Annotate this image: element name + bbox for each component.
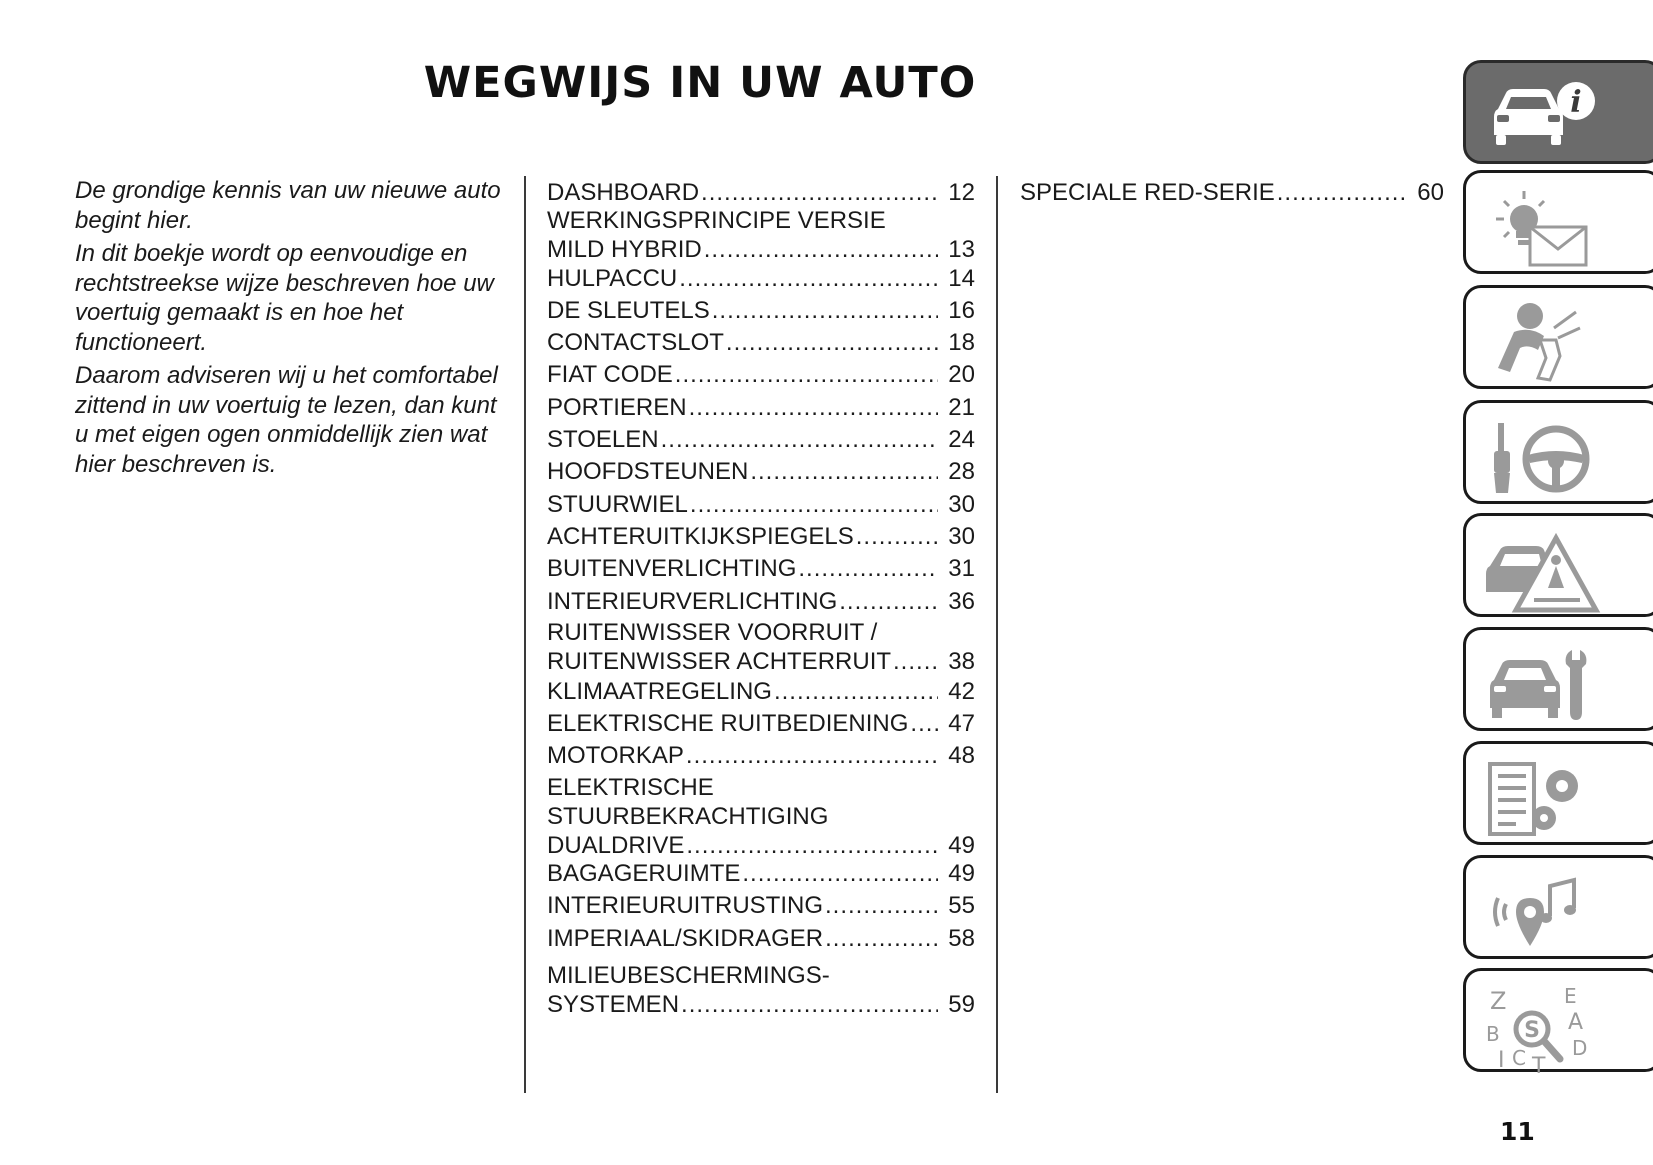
dot-leader — [1277, 178, 1408, 207]
chapter-tab[interactable] — [1463, 170, 1653, 274]
toc-entry[interactable] — [547, 490, 975, 519]
toc-entry[interactable] — [547, 587, 975, 616]
chapter-tab[interactable] — [1463, 741, 1653, 845]
warning-light-icon — [1484, 183, 1604, 275]
car-maintenance-icon — [1484, 640, 1604, 732]
toc-entry-label: MILIEUBESCHERMINGS- — [547, 962, 830, 989]
dot-leader — [661, 425, 939, 454]
toc-entry[interactable] — [547, 677, 975, 706]
dot-leader — [686, 831, 938, 860]
toc-page-number: 55 — [948, 892, 975, 919]
toc-entry[interactable] — [547, 924, 975, 953]
toc-entry[interactable] — [547, 859, 975, 888]
dot-leader — [701, 178, 938, 207]
dot-leader — [742, 859, 938, 888]
toc-page-number: 47 — [948, 710, 975, 737]
toc-page-number: 60 — [1417, 179, 1444, 206]
toc-entry-label: HULPACCU — [547, 265, 678, 292]
toc-page-number: 48 — [948, 742, 975, 769]
toc-page-number: 14 — [948, 265, 975, 292]
svg-text:C: C — [1512, 1046, 1526, 1070]
toc-entry[interactable] — [547, 709, 975, 738]
toc-page-number: 42 — [948, 678, 975, 705]
page-number: 11 — [1500, 1117, 1535, 1146]
toc-entry-label: INTERIEURVERLICHTING — [547, 588, 838, 615]
intro-text — [75, 176, 515, 483]
chapter-tab[interactable] — [1463, 627, 1653, 731]
toc-entry-label: STOELEN — [547, 426, 659, 453]
toc-entry-label: FIAT CODE — [547, 361, 673, 388]
toc-entry-label: WERKINGSPRINCIPE VERSIE — [547, 207, 886, 234]
dot-leader — [704, 235, 939, 264]
svg-text:Z: Z — [1490, 987, 1507, 1015]
toc-entry[interactable] — [547, 296, 975, 325]
toc-entry[interactable] — [547, 425, 975, 454]
toc-entry-label: KLIMAATREGELING — [547, 678, 772, 705]
toc-page-number: 30 — [948, 523, 975, 550]
toc-page-number: 38 — [948, 648, 975, 675]
breakdown-warning-icon — [1484, 526, 1604, 618]
toc-entry[interactable] — [547, 522, 975, 551]
svg-text:A: A — [1568, 1010, 1584, 1035]
svg-text:S: S — [1524, 1018, 1540, 1043]
intro-paragraph: Daarom adviseren wij u het comfortabel zittend in uw voertuig te lezen, dan kunt u met eigen ogen onmiddellijk zien wat hier beschreven is. — [75, 362, 498, 478]
key-steering-wheel-icon — [1484, 413, 1604, 505]
chapter-tab[interactable] — [1463, 968, 1653, 1072]
svg-text:i: i — [1570, 85, 1582, 120]
toc-entry-label: IMPERIAAL/SKIDRAGER — [547, 925, 824, 952]
toc-entry-label: BUITENVERLICHTING — [547, 555, 797, 582]
toc-entry-label: MILD HYBRID — [547, 236, 702, 263]
toc-entry-label: MOTORKAP — [547, 742, 684, 769]
chapter-tab[interactable] — [1463, 513, 1653, 617]
toc-entry[interactable] — [547, 178, 975, 207]
index-search-icon — [1484, 981, 1604, 1073]
toc-entry-label: RUITENWISSER VOORRUIT / — [547, 619, 878, 646]
toc-entry-label: ELEKTRISCHE — [547, 774, 714, 801]
dot-leader — [825, 891, 938, 920]
toc-entry-label: PORTIEREN — [547, 394, 687, 421]
toc-entry-label: SPECIALE RED-SERIE — [1020, 179, 1275, 206]
toc-entry[interactable] — [547, 554, 975, 583]
toc-page-number: 12 — [948, 179, 975, 206]
column-divider — [524, 176, 526, 1093]
dot-leader — [681, 990, 938, 1019]
toc-entry-label: ELEKTRISCHE RUITBEDIENING — [547, 710, 909, 737]
svg-text:D: D — [1572, 1036, 1588, 1060]
toc-entry[interactable] — [547, 618, 975, 676]
toc-page-number: 58 — [948, 925, 975, 952]
technical-data-icon — [1484, 754, 1604, 846]
toc-entry-label: ACHTERUITKIJKSPIEGELS — [547, 523, 854, 550]
toc-entry-label: STUURBEKRACHTIGING — [547, 803, 829, 830]
toc-entry[interactable] — [547, 393, 975, 422]
toc-entry[interactable] — [547, 360, 975, 389]
toc-page-number: 36 — [948, 588, 975, 615]
dot-leader — [910, 709, 938, 738]
toc-page-number: 21 — [948, 394, 975, 421]
toc-page-number: 24 — [948, 426, 975, 453]
toc-entry-label: HOOFDSTEUNEN — [547, 458, 749, 485]
toc-left-column — [547, 178, 975, 1088]
dot-leader — [825, 924, 938, 953]
svg-text:E: E — [1564, 984, 1577, 1008]
toc-entry[interactable] — [547, 773, 975, 860]
dot-leader — [893, 647, 938, 676]
toc-entry[interactable] — [547, 891, 975, 920]
toc-entry-label: CONTACTSLOT — [547, 329, 724, 356]
dot-leader — [690, 490, 938, 519]
toc-page-number: 49 — [948, 860, 975, 887]
svg-text:T: T — [1532, 1054, 1546, 1073]
toc-page-number: 49 — [948, 832, 975, 859]
toc-page-number: 30 — [948, 491, 975, 518]
intro-paragraph: In dit boekje wordt op eenvoudige en rechtstreekse wijze beschreven hoe uw voertuig gemaakt is en hoe het functioneert. — [75, 240, 494, 356]
dot-leader — [679, 264, 938, 293]
toc-entry-label: DASHBOARD — [547, 179, 700, 206]
dot-leader — [712, 296, 939, 325]
toc-entry[interactable] — [547, 206, 975, 264]
toc-page-number: 18 — [948, 329, 975, 356]
toc-entry-label: RUITENWISSER ACHTERRUIT — [547, 648, 892, 675]
dot-leader — [856, 522, 939, 551]
toc-entry[interactable] — [547, 328, 975, 357]
toc-page-number: 13 — [948, 236, 975, 263]
car-info-icon — [1484, 73, 1604, 165]
column-divider — [996, 176, 998, 1093]
toc-page-number: 16 — [948, 297, 975, 324]
chapter-tab[interactable] — [1463, 855, 1653, 959]
toc-entry-label: DUALDRIVE — [547, 832, 685, 859]
airbag-seat-icon — [1484, 298, 1604, 390]
chapter-tab[interactable] — [1463, 400, 1653, 504]
toc-entry-label: SYSTEMEN — [547, 991, 680, 1018]
toc-entry-label: INTERIEURUITRUSTING — [547, 892, 823, 919]
svg-text:I: I — [1498, 1048, 1505, 1073]
dot-leader — [675, 360, 939, 389]
toc-entry-label: DE SLEUTELS — [547, 297, 710, 324]
chapter-tab[interactable] — [1463, 60, 1653, 164]
toc-page-number: 59 — [948, 991, 975, 1018]
dot-leader — [839, 587, 938, 616]
toc-entry[interactable] — [547, 961, 975, 1019]
toc-page-number: 20 — [948, 361, 975, 388]
intro-paragraph: De grondige kennis van uw nieuwe auto begint hier. — [75, 177, 501, 234]
toc-entry[interactable] — [1020, 178, 1444, 207]
dot-leader — [798, 554, 938, 583]
svg-text:B: B — [1486, 1022, 1500, 1046]
toc-entry-label: STUURWIEL — [547, 491, 688, 518]
dot-leader — [750, 457, 938, 486]
toc-entry[interactable] — [547, 741, 975, 770]
toc-right-column — [1020, 178, 1444, 238]
toc-entry-label: BAGAGERUIMTE — [547, 860, 741, 887]
dot-leader — [726, 328, 938, 357]
toc-entry[interactable] — [547, 264, 975, 293]
multimedia-icon — [1484, 868, 1604, 960]
toc-page-number: 28 — [948, 458, 975, 485]
page-title: WEGWIJS IN UW AUTO — [423, 58, 977, 108]
toc-page-number: 31 — [948, 555, 975, 582]
dot-leader — [689, 393, 939, 422]
chapter-tab[interactable] — [1463, 285, 1653, 389]
dot-leader — [686, 741, 938, 770]
dot-leader — [774, 677, 938, 706]
toc-entry[interactable] — [547, 457, 975, 486]
